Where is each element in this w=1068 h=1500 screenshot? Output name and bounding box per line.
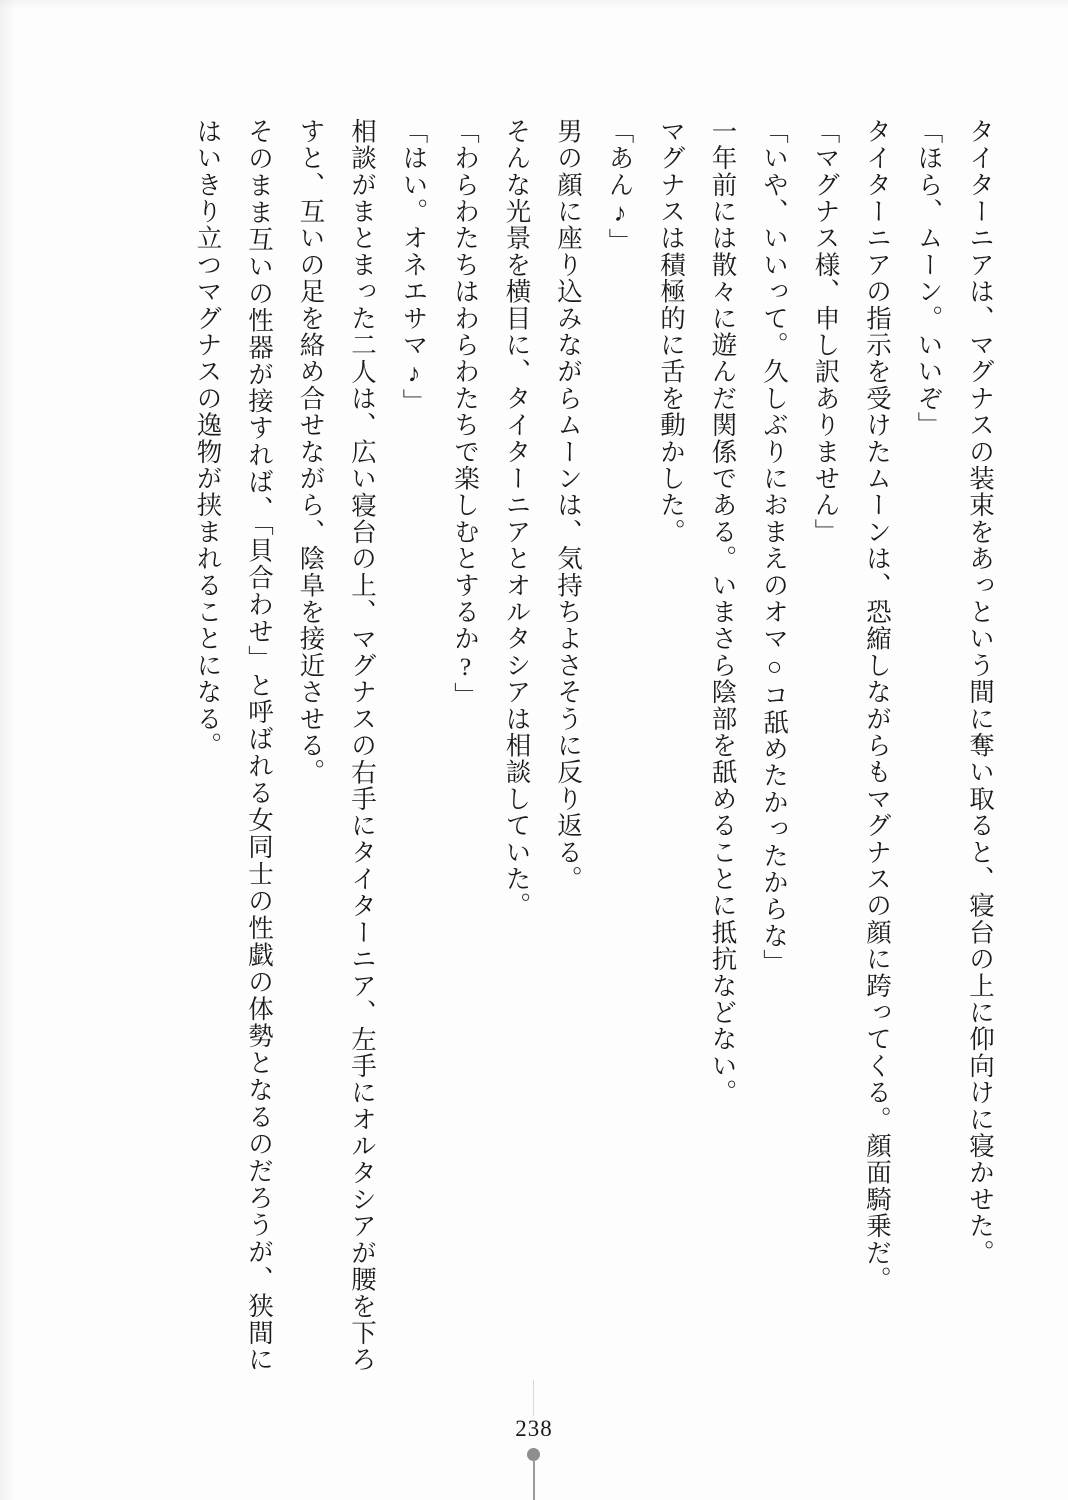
gutter-guide-line [533,1380,534,1416]
page-edge-shading-left [0,0,16,1500]
page-text-body [126,118,1006,1373]
paragraph: 相談がまとまった二人は、広い寝台の上、マグナスの右手にタイターニア、左手にオルタシアが腰を下ろすと、互いの足を絡め合せながら、陰阜を接近させる。 [296,118,377,1373]
paragraph: タイターニアの指示を受けたムーンは、恐縮しながらもマグナスの顔に跨ってくる。顔面騎乗だ。 [863,118,892,1293]
paragraph: 「はい。オネエサマ♪」 [399,118,429,416]
page-number: 238 [515,1416,553,1441]
paragraph: 「あん♪」 [605,118,635,255]
page-edge-shading-top [0,0,1068,10]
paragraph: そのまま互いの性器が接すれば、「貝合わせ」と呼ばれる女同士の性戯の体勢となるのだろうが、狭間にはいきり立つマグナスの逸物が挟まれることになる。 [193,118,274,1373]
paragraph: そんな光景を横目に、タイターニアとオルタシアは相談していた。 [502,118,532,919]
paragraph: 一年前には散々に遊んだ関係である。いまさら陰部を舐めることに抵抗などない。 [708,118,738,1106]
paragraph: 「いや、いいって。久しぶりにおまえのオマ○コ舐めたかったからな」 [760,118,789,976]
paragraph: 「マグナス様、申し訳ありません」 [811,118,841,546]
binding-stem-mark [533,1460,535,1500]
paragraph: マグナスは積極的に舌を動かした。 [657,118,686,546]
paragraph: 男の顔に座り込みながらムーンは、気持ちよさそうに反り返る。 [554,118,583,893]
paragraph: 「ほら、ムーン。いいぞ」 [914,118,944,439]
paragraph: 「わらわたちはわらわたちで楽しむとするか?」 [451,118,480,709]
paragraph: タイターニアは、マグナスの装束をあっという間に奪い取ると、寝台の上に仰向けに寝かせた。 [966,118,995,1267]
